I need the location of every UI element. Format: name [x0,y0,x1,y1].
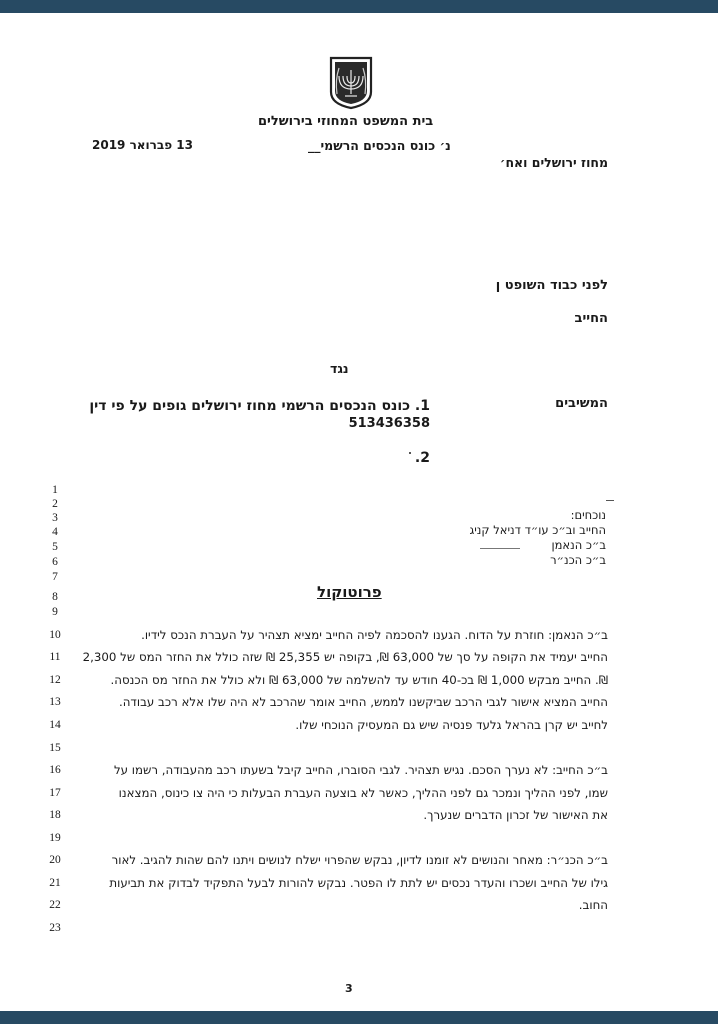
line-number: 5 [52,541,58,553]
paragraph-line: החייב יעמיד את הקופה על סך של 63,000 ₪, בקופה יש 25,355 ₪ שזה כולל את החזר המס של 2,300 [82,650,608,664]
respondent-2: 2. [414,450,430,466]
paragraph-line: החוב. [578,898,608,912]
line-number: 17 [49,787,61,799]
present-line: ב״כ הכנ״ר [550,553,606,567]
paragraph-line: את האישור של זכרון הדברים שנערך. [423,808,608,822]
respondent-1-id: 513436358 [348,416,430,431]
state-emblem-icon [327,56,375,110]
line-number: 16 [49,764,61,776]
line-number: 8 [52,591,58,603]
paragraph-line: גילו של החייב ושכרו והעדר נכסים יש לתת לו הפטר. נבקש להורות לבעל התפקיד לבדוק את תביעות [109,876,608,890]
line-number: 2 [52,498,58,510]
line-number: 19 [49,832,61,844]
scan-mark [606,500,614,501]
line-number: 9 [52,606,58,618]
paragraph-line: ב״כ הכנ״ר: מאחר והנושים לא זומנו לדיון, נבקש שהפרוי ישלח לנושים ויתנו להם שהות להגיב. לאור [111,853,608,867]
respondents-label: המשיבים [555,396,608,411]
line-number: 20 [49,854,61,866]
line-number: 4 [52,526,58,538]
page-frame-bottom [0,1011,718,1024]
present-line: ב״כ הנאמן [551,538,606,552]
line-number: 11 [49,651,61,663]
line-number: 14 [49,719,61,731]
case-title-text: נ׳ כונס הנכסים הרשמי [320,138,451,153]
versus-label: נגד [330,361,349,376]
line-number: 21 [49,877,61,889]
line-number: 1 [52,484,58,496]
paragraph-line: לחייב יש קרן בהראל גלעד פנסיה שיש גם המעסיק הנוכחי שלו. [295,718,608,732]
paragraph-line: שמו, לפני ההליך ונמכר גם לפני ההליך, כאשר לא בוצעה העברת הבעלות כי היה צו כינוס, המצאנו [118,786,608,800]
present-heading: נוכחים: [570,508,606,522]
court-name: בית המשפט המחוזי בירושלים [258,114,434,129]
line-number: 18 [49,809,61,821]
present-line: החייב וב״כ עו״ד דניאל קניג [469,523,606,537]
line-number: 6 [52,556,58,568]
line-number: 3 [52,512,58,524]
line-number: 13 [49,696,61,708]
name-blank [480,548,520,549]
judge-line: לפני כבוד השופט ן [495,278,608,293]
page-number: 3 [345,982,353,995]
case-title [308,138,451,153]
line-number: 22 [49,899,61,911]
paragraph-line: ₪. החייב מבקש 1,000 ₪ בכ-40 חודש עד להשלמה של 63,000 ₪ ולא כולל את החזר מס הכנסה. [110,673,608,687]
scan-mark [409,452,411,454]
page-frame-top [0,0,718,13]
district-line: מחוז ירושלים ואח׳ [499,155,608,170]
paragraph-line: ב״כ החייב: לא נערך הסכם. נגיש תצהיר. לגבי הסוברו, החייב קיבל בשעתו רכב מהעבודה, רשמו על [113,763,608,777]
line-number: 15 [49,742,61,754]
respondent-1: 1. כונס הנכסים הרשמי מחוז ירושלים גופים על פי דין [89,398,430,414]
line-number: 7 [52,571,58,583]
case-title-prefix: __ [308,138,321,153]
line-number: 10 [49,629,61,641]
paragraph-line: החייב המציא אישור לגבי הרכב שביקשנו לממש, החייב אומר שהרכב לא היה שלו אלא רכב עבודה. [118,695,608,709]
line-number: 23 [49,922,61,934]
protocol-title: פרוטוקול [317,583,382,601]
line-number: 12 [49,674,61,686]
paragraph-line: ב״כ הנאמן: חוזרת על הדוח. הגענו להסכמה לפיה החייב ימציא תצהיר על העברת הנכס לידיו. [141,628,608,642]
debtor-label: החייב [574,311,608,326]
hearing-date: 13 פברואר 2019 [92,138,193,152]
